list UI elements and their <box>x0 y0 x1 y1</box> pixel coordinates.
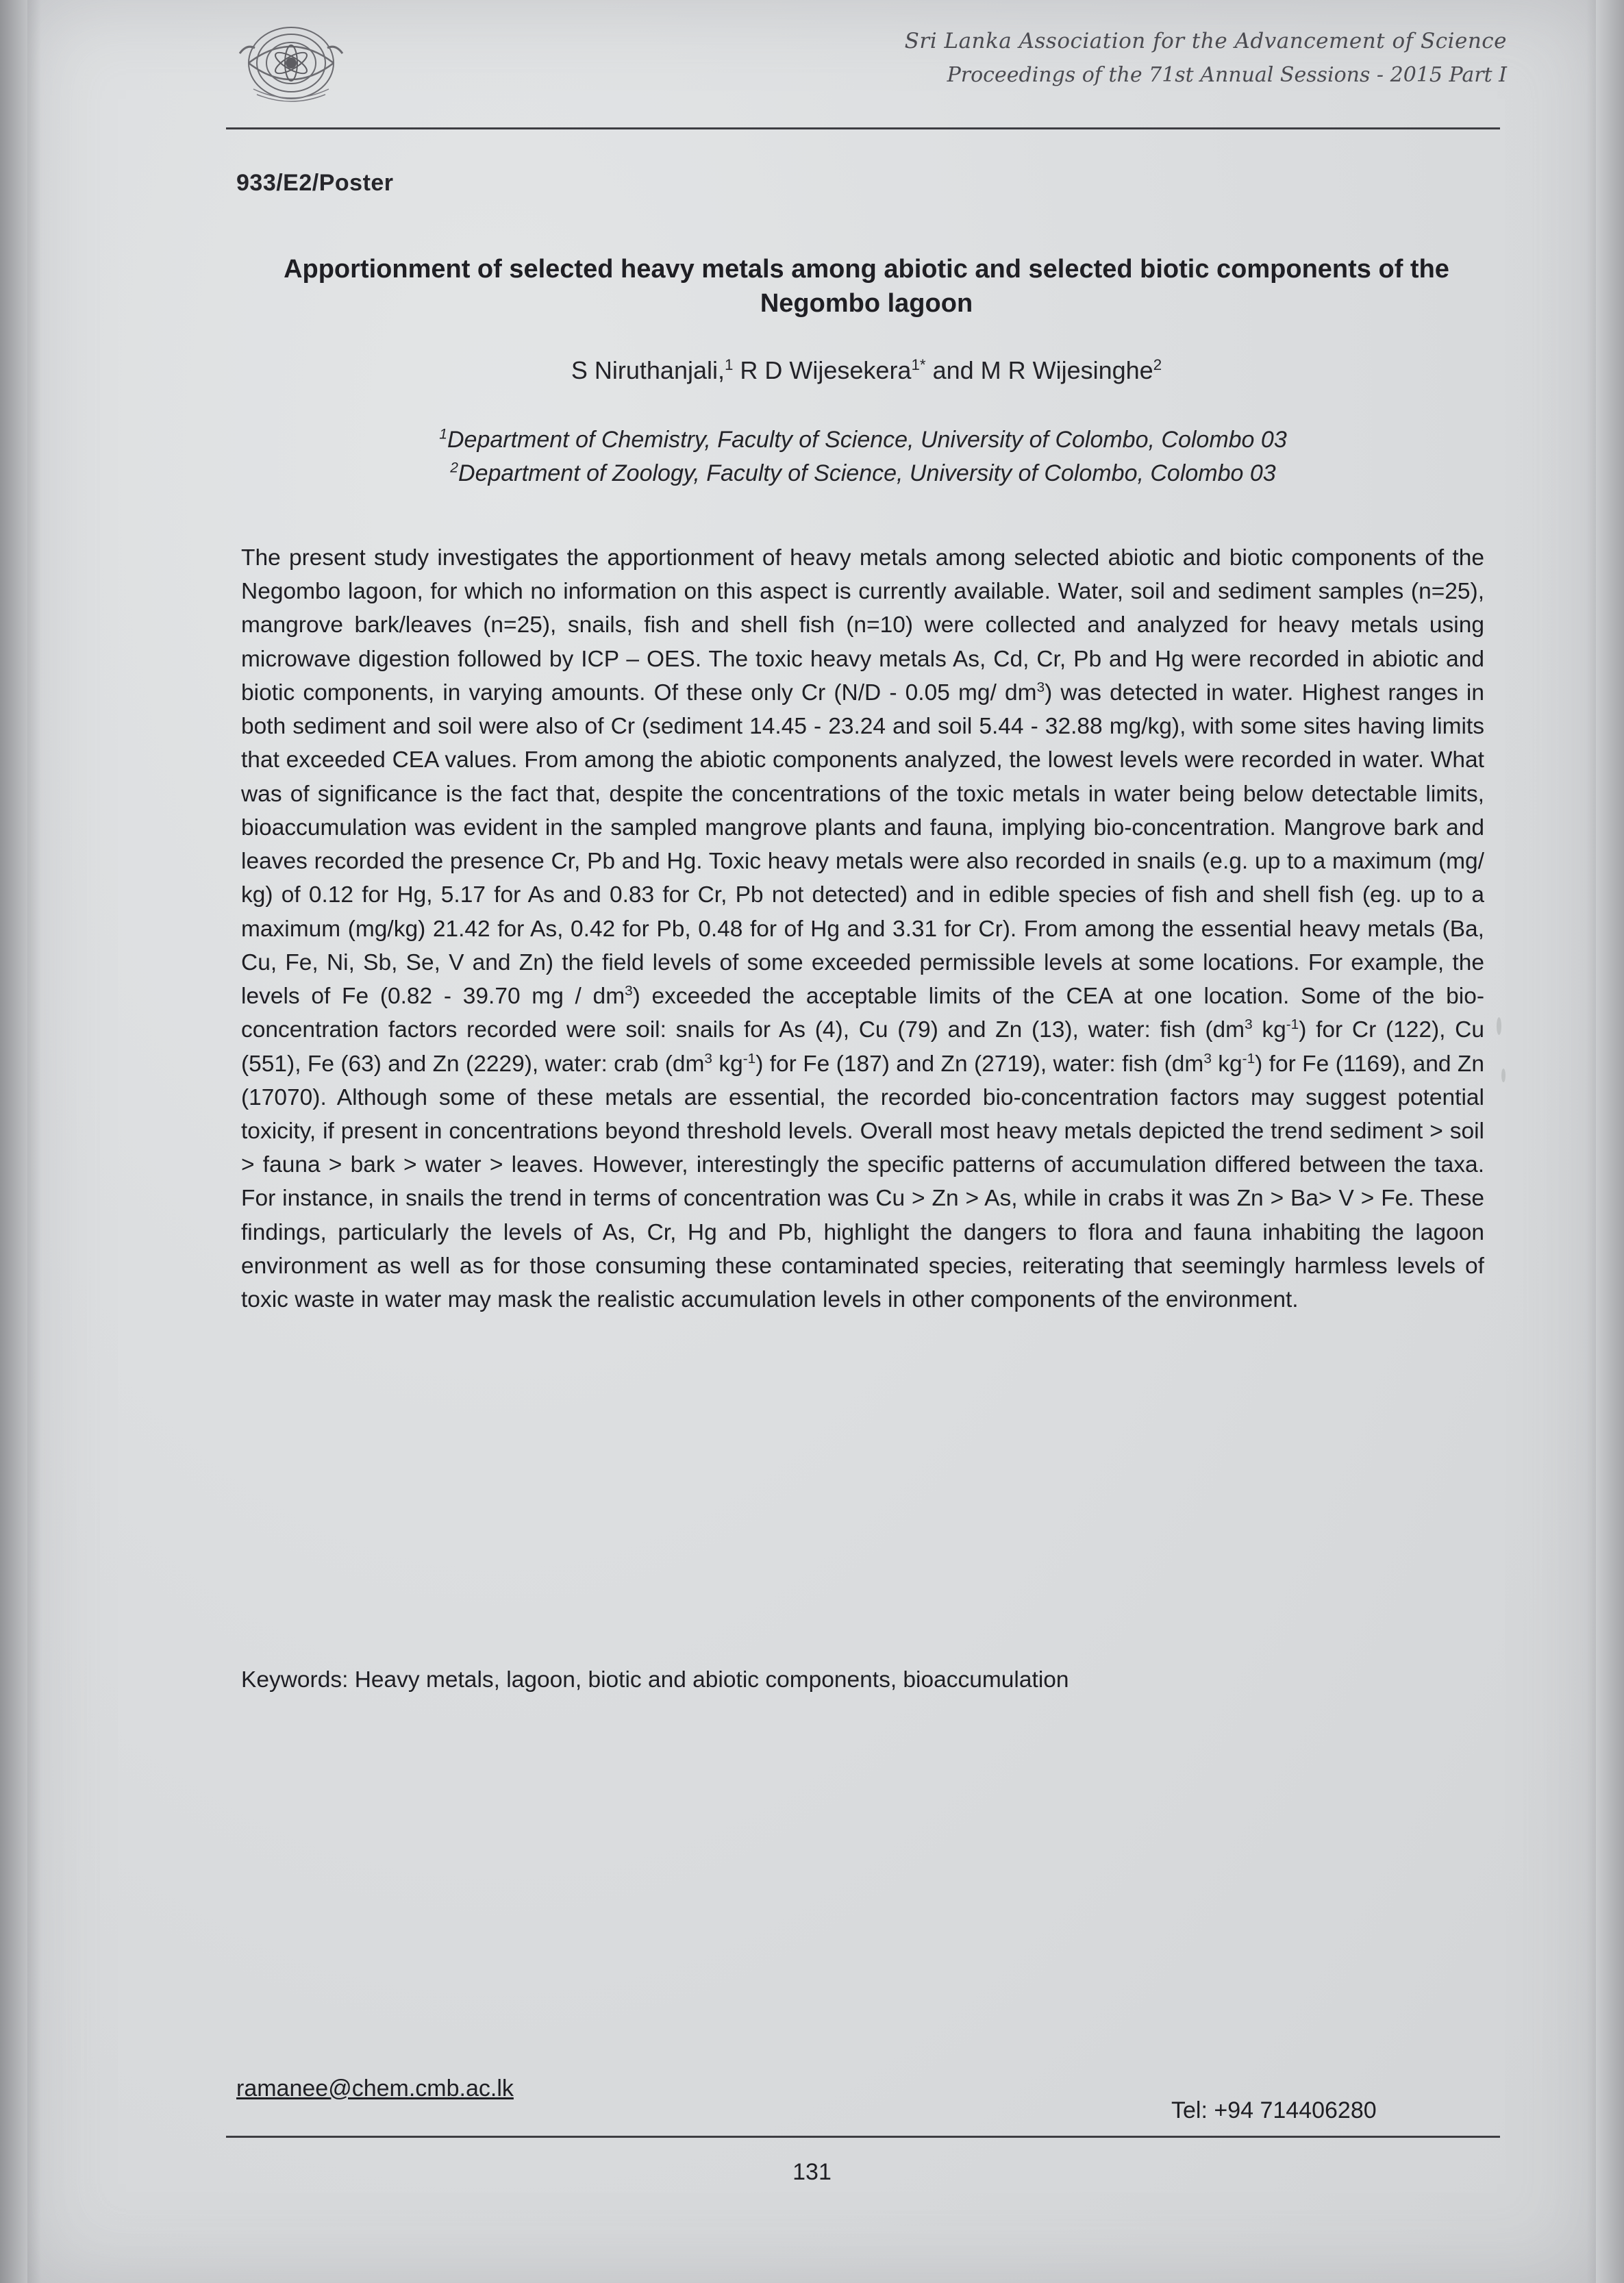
affiliation-2: $^2$Department of Zoology, Faculty of Science, University of Colombo, Colombo 03 <box>450 460 1276 487</box>
author-list: S Niruthanjali,$^1$ R D Wijesekera$^{1*}$ and M R Wijesinghe$^2$ <box>571 356 1162 384</box>
proceedings-line: Proceedings of the 71st Annual Sessions - 2015 Part I <box>947 63 1507 87</box>
affiliation-1: $^1$Department of Chemistry, Faculty of Science, University of Colombo, Colombo 03 <box>439 426 1287 453</box>
footer-divider <box>226 2136 1500 2138</box>
header-text-block <box>905 29 1507 87</box>
page-number: 131 <box>792 2159 832 2185</box>
corresponding-author-email[interactable]: ramanee@chem.cmb.ac.lk <box>236 2075 514 2101</box>
corresponding-author-telephone: Tel: +94 714406280 <box>1171 2097 1377 2123</box>
association-emblem-icon <box>226 21 356 113</box>
association-name: Sri Lanka Association for the Advancement of Science <box>904 29 1507 53</box>
page-title: Apportionment of selected heavy metals among abiotic and selected biotic components of the Negombo lagoon <box>284 255 1449 319</box>
abstract-text: The present study investigates the apportionment of heavy metals among selected abiotic and biotic components of the Negombo lagoon, for which no information on this aspect is currently available. Water, soil and sediment samples (n=25), mangrove bark/leaves (n=25), snails, fish and shell fish (n=10) were collected and analyzed for heavy metals using microwave digestion followed by ICP – OES. The toxic heavy metals As, Cd, Cr, Pb and Hg were recorded in abiotic and biotic components, in varying amounts. Of these only Cr (N/D - 0.05 mg/ $dm^3$) was detected in water. Highest ranges in both sediment and soil were also of Cr (sediment 14.45 - 23.24 and soil 5.44 - 32.88 mg/kg), with some sites having limits that exceeded CEA values. From among the abiotic components analyzed, the lowest levels were recorded in water. What was of significance is the fact that, despite the concentrations of the toxic metals in water being below detectable limits, bioaccumulation was evident in the sampled mangrove plants and fauna, implying bio-concentration. Mangrove bark and leaves recorded the presence Cr, Pb and Hg. Toxic heavy metals were also recorded in snails (e.g. up to a maximum (mg/ kg) of 0.12 for Hg, 5.17 for As and 0.83 for Cr, Pb not detected) and in edible species of fish and shell fish (eg. up to a maximum (mg/kg) 21.42 for As, 0.42 for Pb, 0.48 for of Hg and 3.31 for Cr). From among the essential heavy metals (Ba, Cu, Fe, Ni, Sb, Se, V and Zn) the field levels of some exceeded permissible levels at some locations. For example, the levels of Fe (0.82 - 39.70 mg / $dm^3$) exceeded the acceptable limits of the CEA at one location. Some of the bio-concentration factors recorded were soil: snails for As (4), Cu (79) and Zn (13), water: fish ($dm^3$ $kg^{-1}$) for Cr (122), Cu (551), Fe (63) and Zn (2229), water: crab ($dm^3$ $kg^{-1}$) for Fe (187) and Zn (2719), water: fish ($dm^3$ $kg^{-1}$) for Fe (1169), and Zn (17070). Although some of these metals are essential, the recorded bio-concentration factors may suggest potential toxicity, if present in concentrations beyond threshold levels. Overall most heavy metals depicted the trend sediment > soil > fauna > bark > water > leaves. However, interestingly the specific patterns of accumulation differed between the taxa. For instance, in snails the trend in terms of concentration was Cu > Zn > As, while in crabs it was Zn > Ba> V > Fe. These findings, particularly the levels of As, Cr, Hg and Pb, highlight the dangers to flora and fauna inhabiting the lagoon environment as well as for those consuming these contaminated species, reiterating that seemingly harmless levels of toxic waste in water may mask the realistic accumulation levels in other components of the environment. <box>241 545 1485 1313</box>
poster-id: 933/E2/Poster <box>236 170 394 196</box>
affiliations <box>247 423 1479 491</box>
page-header <box>205 14 1507 123</box>
keywords-line: Keywords: Heavy metals, lagoon, biotic and abiotic components, bioaccumulation <box>241 1667 1069 1693</box>
header-divider <box>226 127 1500 129</box>
